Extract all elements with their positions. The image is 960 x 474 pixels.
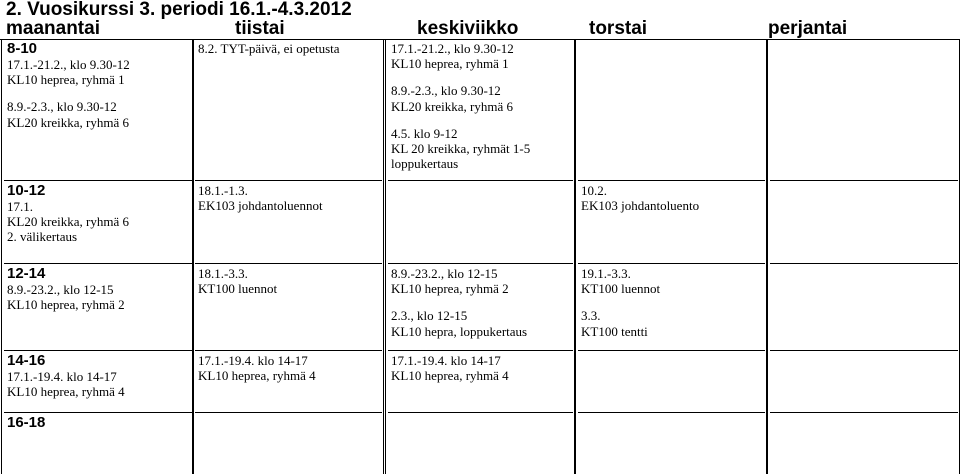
row-separator bbox=[578, 350, 765, 351]
row-separator bbox=[388, 263, 573, 264]
row-separator bbox=[770, 412, 958, 413]
cell-text-line: KL20 kreikka, ryhmä 6 bbox=[7, 114, 130, 130]
cell-text-line: 2. välikertaus bbox=[7, 229, 78, 245]
cell-text-line bbox=[7, 87, 130, 99]
cell-text-line: KL20 kreikka, ryhmä 6 bbox=[391, 98, 514, 114]
cell-text-line bbox=[391, 114, 530, 126]
cell-text-line: 17.1. bbox=[7, 199, 33, 214]
row-separator bbox=[388, 180, 573, 181]
row-separator bbox=[195, 263, 382, 264]
cell-text-line: loppukertaus bbox=[391, 156, 459, 172]
cell-text-line bbox=[391, 296, 527, 308]
cell-text-line bbox=[581, 296, 660, 308]
timetable-cell-thu bbox=[581, 266, 660, 339]
cell-text-line: 17.1.-19.4. klo 14-17 bbox=[7, 369, 117, 384]
row-separator bbox=[4, 180, 192, 181]
row-separator bbox=[195, 180, 382, 181]
day-header-monday: maanantai bbox=[6, 18, 100, 39]
cell-text-line: KL 20 kreikka, ryhmät 1-5 bbox=[391, 141, 531, 157]
row-separator bbox=[4, 412, 192, 413]
row-separator bbox=[578, 412, 765, 413]
cell-text-line: 17.1.-19.4. klo 14-17 bbox=[391, 353, 501, 368]
timetable-cell-mon bbox=[7, 266, 125, 312]
cell-text-line: KL10 heprea, ryhmä 2 bbox=[391, 281, 509, 297]
cell-text-line: KL20 kreikka, ryhmä 6 bbox=[7, 214, 130, 230]
timetable-cell-thu bbox=[581, 183, 699, 213]
column-rule bbox=[383, 39, 384, 474]
cell-text-line: 8.9.-23.2., klo 12-15 bbox=[391, 266, 498, 281]
cell-text-line: 8.9.-2.3., klo 9.30-12 bbox=[7, 99, 117, 115]
row-separator bbox=[770, 263, 958, 264]
time-slot-label: 14-16 bbox=[7, 352, 46, 369]
row-separator bbox=[770, 350, 958, 351]
day-header-friday: perjantai bbox=[768, 18, 848, 39]
timetable-cell-tue bbox=[198, 183, 323, 213]
row-separator bbox=[195, 350, 382, 351]
timetable-cell-tue bbox=[198, 353, 316, 383]
row-separator bbox=[388, 350, 573, 351]
cell-text-line: 17.1.-21.2., klo 9.30-12 bbox=[391, 41, 514, 56]
timetable-cell-mon bbox=[7, 41, 130, 130]
time-slot-label: 12-14 bbox=[7, 265, 46, 282]
cell-text-line: 19.1.-3.3. bbox=[581, 266, 631, 281]
cell-text-line: 8.9.-23.2., klo 12-15 bbox=[7, 282, 114, 297]
cell-text-line: KL10 hepra, loppukertaus bbox=[391, 323, 528, 339]
header-rule bbox=[0, 39, 960, 40]
time-slot-label: 8-10 bbox=[7, 40, 38, 57]
cell-text-line: 18.1.-3.3. bbox=[198, 266, 248, 281]
cell-text-line: KL10 heprea, ryhmä 4 bbox=[7, 384, 125, 400]
day-header-thursday: torstai bbox=[589, 18, 648, 39]
cell-text-line: 2.3., klo 12-15 bbox=[391, 308, 468, 324]
cell-text-line bbox=[391, 71, 530, 83]
cell-text-line: 18.1.-1.3. bbox=[198, 183, 248, 198]
row-separator bbox=[4, 350, 192, 351]
column-rule bbox=[1, 39, 2, 474]
cell-text-line: 4.5. klo 9-12 bbox=[391, 125, 458, 141]
time-slot-label: 10-12 bbox=[7, 182, 46, 199]
weekday-header-row bbox=[0, 19, 960, 39]
cell-text-line: KT100 luennot bbox=[198, 281, 278, 297]
timetable-cell-wed bbox=[391, 41, 530, 171]
time-slot-label: 16-18 bbox=[7, 414, 46, 431]
cell-text-line: KL10 heprea, ryhmä 2 bbox=[7, 297, 125, 313]
cell-text-line: 10.2. bbox=[581, 183, 607, 198]
cell-text-line: 17.1.-21.2., klo 9.30-12 bbox=[7, 57, 130, 72]
cell-text-line: KT100 luennot bbox=[581, 281, 661, 297]
row-separator bbox=[388, 412, 573, 413]
day-header-tuesday: tiistai bbox=[235, 18, 285, 39]
cell-text-line: KL10 heprea, ryhmä 1 bbox=[391, 56, 509, 72]
column-rule bbox=[192, 39, 193, 474]
row-separator bbox=[578, 180, 765, 181]
timetable-cell-mon bbox=[7, 353, 125, 399]
cell-text-line: EK103 johdantoluento bbox=[581, 198, 700, 214]
timetable-cell-wed bbox=[391, 353, 509, 383]
cell-text-line: KT100 tentti bbox=[581, 323, 648, 339]
row-separator bbox=[195, 412, 382, 413]
timetable-cell-tue bbox=[198, 41, 340, 56]
timetable-cell-tue bbox=[198, 266, 277, 296]
column-rule bbox=[385, 39, 386, 474]
timetable-cell-mon bbox=[7, 415, 45, 431]
cell-text-line: KL10 heprea, ryhmä 4 bbox=[391, 368, 509, 384]
timetable-cell-mon bbox=[7, 183, 129, 245]
page-title: 2. Vuosikurssi 3. periodi 16.1.-4.3.2012 bbox=[6, 0, 352, 20]
timetable-cell-wed bbox=[391, 266, 527, 339]
cell-text-line: 8.9.-2.3., klo 9.30-12 bbox=[391, 83, 501, 99]
column-rule bbox=[767, 39, 768, 474]
column-rule bbox=[575, 39, 576, 474]
cell-text-line: KL10 heprea, ryhmä 1 bbox=[7, 72, 125, 88]
row-separator bbox=[4, 263, 192, 264]
column-rule bbox=[193, 39, 194, 474]
day-header-wednesday: keskiviikko bbox=[417, 18, 519, 39]
cell-text-line: 8.2. TYT-päivä, ei opetusta bbox=[198, 41, 340, 56]
cell-text-line: KL10 heprea, ryhmä 4 bbox=[198, 368, 316, 384]
cell-text-line: EK103 johdantoluennot bbox=[198, 198, 323, 214]
cell-text-line: 3.3. bbox=[581, 308, 601, 324]
row-separator bbox=[578, 263, 765, 264]
row-separator bbox=[770, 180, 958, 181]
cell-text-line: 17.1.-19.4. klo 14-17 bbox=[198, 353, 308, 368]
